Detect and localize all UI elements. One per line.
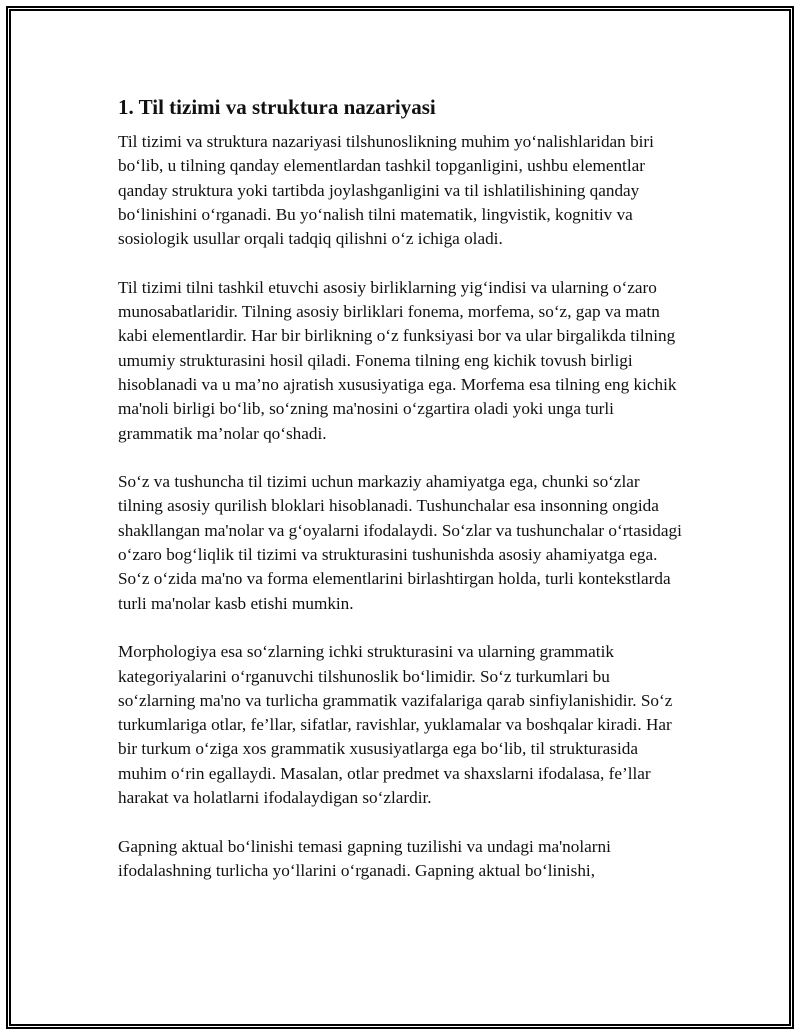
paragraph-3: So‘z va tushuncha til tizimi uchun markaziy ahamiyatga ega, chunki so‘zlar tilning asosiy qurilish bloklari hisoblanadi. Tushunchalar esa insonning ongida shakllangan ma'nolar va g‘oyalarni ifodalaydi. So‘zlar va tushunchalar o‘rtasidagi o‘zaro bog‘liqlik til tizimi va strukturasini tushunishda asosiy ahamiyatga ega. So‘z o‘zida ma'no va forma elementlarini birlashtirgan holda, turli kontekstlarda turli ma'nolar kasb etishi mumkin. — [118, 472, 682, 613]
paragraph-5: Gapning aktual bo‘linishi temasi gapning tuzilishi va undagi ma'nolarni ifodalashning turlicha yo‘llarini o‘rganadi. Gapning aktual bo‘linishi, — [118, 836, 611, 880]
document-body — [118, 95, 688, 908]
section-heading: 1. Til tizimi va struktura nazariyasi — [118, 95, 436, 119]
paragraph-4: Morphologiya esa so‘zlarning ichki strukturasini va ularning grammatik kategoriyalarini o‘rganuvchi tilshunoslik bo‘limidir. So‘z turkumlari bu so‘zlarning ma'no va turlicha grammatik vazifalariga qarab sinfiylanishidir. So‘z turkumlariga otlar, fe’llar, sifatlar, ravishlar, yuklamalar va boshqalar kiradi. Har bir turkum o‘ziga xos grammatik xususiyatlarga ega bo‘lib, til strukturasida muhim o‘rin egallaydi. Masalan, otlar predmet va shaxslarni ifodalasa, fe’llar harakat va holatlarni ifodalaydigan so‘zlardir. — [118, 642, 673, 808]
paragraph-2: Til tizimi tilni tashkil etuvchi asosiy birliklarning yig‘indisi va ularning o‘zaro munosabatlaridir. Tilning asosiy birliklari fonema, morfema, so‘z, gap va matn kabi elementlardir. Har bir birlikning o‘z funksiyasi bor va ular birgalikda tilning umumiy strukturasini hosil qiladi. Fonema tilning eng kichik tovush birligi hisoblanadi va u ma’no ajratish xususiyatiga ega. Morfema esa tilning eng kichik ma'noli birligi bo‘lib, so‘zning ma'nosini o‘zgartira oladi yoki unga turli grammatik ma’nolar qo‘shadi. — [118, 277, 677, 443]
paragraph-1: Til tizimi va struktura nazariyasi tilshunoslikning muhim yo‘nalishlaridan biri bo‘lib, u tilning qanday elementlardan tashkil topganligini, ushbu elementlar qanday struktura yoki tartibda joylashganligini va til ishlatilishining qanday bo‘linishini o‘rganadi. Bu yo‘nalish tilni matematik, lingvistik, kognitiv va sosiologik usullar orqali tadqiq qilishni o‘z ichiga oladi. — [118, 132, 654, 249]
